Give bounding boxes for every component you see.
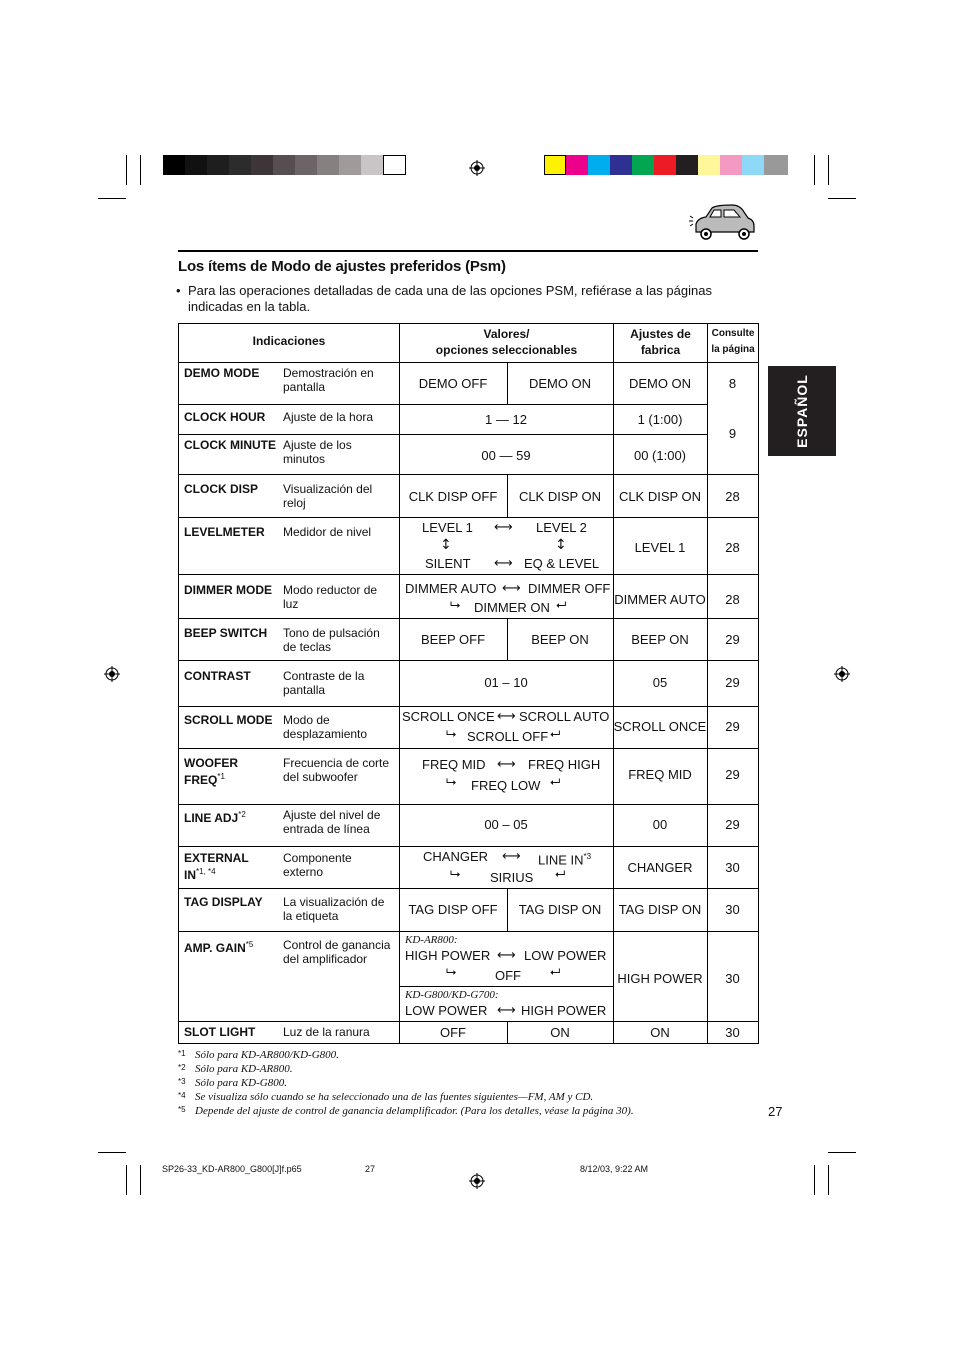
row-name: AMP. GAIN$^{*5}$ bbox=[184, 940, 254, 955]
row-desc: Luz de la ranura bbox=[283, 1025, 370, 1039]
header-valores-1: Valores/ bbox=[483, 327, 530, 341]
crop-mark bbox=[814, 155, 815, 185]
header-consulte-2: la página bbox=[711, 344, 755, 355]
value-option: DIMMER AUTO bbox=[405, 581, 497, 596]
value-option: LOW POWER bbox=[405, 1003, 488, 1018]
row-desc: Medidor de nivel bbox=[283, 525, 372, 539]
row-desc: Modo reductor de luz bbox=[283, 583, 378, 611]
row-desc: Contraste de la pantalla bbox=[283, 669, 365, 697]
row-name: DIMMER MODE bbox=[184, 583, 272, 597]
factory-default: 00 bbox=[652, 817, 668, 832]
header-ajustes-1: Ajustes de bbox=[630, 327, 691, 341]
cycle-arrow-icon: ⮡ bbox=[450, 598, 461, 613]
crop-mark bbox=[828, 155, 829, 185]
crop-mark bbox=[140, 1165, 141, 1195]
page-ref: 29 bbox=[725, 767, 740, 782]
double-arrow-icon: ⟷ bbox=[494, 556, 513, 571]
header-ajustes-2: fabrica bbox=[640, 343, 681, 357]
double-arrow-icon: ⟷ bbox=[494, 520, 513, 535]
row-name: CONTRAST bbox=[184, 669, 251, 683]
double-arrow-icon: ⟷ bbox=[502, 849, 521, 864]
model-label: KD-G800/KD-G700: bbox=[405, 989, 499, 1001]
value-option: BEEP ON bbox=[531, 632, 589, 647]
double-arrow-icon: ⟷ bbox=[497, 757, 516, 772]
cycle-arrow-icon: ⮠ bbox=[550, 965, 561, 980]
value-range: 00 – 05 bbox=[484, 817, 528, 832]
crop-mark bbox=[828, 198, 856, 199]
footer-filename: SP26-33_KD-AR800_G800[J]f.p65 bbox=[162, 1164, 302, 1174]
model-label: KD-AR800: bbox=[405, 934, 458, 946]
row-desc: Demostración en pantalla bbox=[283, 366, 374, 394]
row-desc: Ajuste de los minutos bbox=[283, 438, 352, 466]
factory-default: BEEP ON bbox=[631, 632, 689, 647]
row-name-line2: FREQ$^{*1}$ bbox=[184, 772, 225, 787]
language-tab-label: ESPAÑOL bbox=[794, 374, 811, 448]
value-option: CLK DISP OFF bbox=[408, 489, 498, 504]
cycle-arrow-icon: ⮡ bbox=[446, 775, 457, 790]
row-name: EXTERNAL bbox=[184, 851, 249, 865]
value-option: DIMMER ON bbox=[474, 600, 550, 615]
factory-default: 00 (1:00) bbox=[633, 448, 687, 463]
crop-mark bbox=[140, 155, 141, 185]
page-ref: 30 bbox=[725, 860, 740, 875]
value-option: BEEP OFF bbox=[420, 632, 486, 647]
row-name: CLOCK DISP bbox=[184, 482, 259, 496]
value-option: SILENT bbox=[425, 556, 471, 571]
factory-default: DEMO ON bbox=[628, 376, 692, 391]
header-consulte-1: Consulte bbox=[711, 328, 755, 339]
page-ref: 29 bbox=[725, 632, 740, 647]
row-desc: Frecuencia de corte del subwoofer bbox=[283, 756, 390, 784]
cycle-arrow-icon: ⮠ bbox=[550, 775, 561, 790]
value-option: OFF bbox=[495, 968, 521, 983]
footnote: $^{*3}$ Sólo para KD-G800. bbox=[178, 1077, 287, 1089]
value-option: HIGH POWER bbox=[521, 1003, 607, 1018]
intro-text: Para las operaciones detalladas de cada una de las opciones PSM, refiérase a las páginas indicadas en la tabla. bbox=[188, 283, 712, 314]
crop-mark bbox=[828, 1152, 856, 1153]
factory-default: CHANGER bbox=[627, 860, 693, 875]
value-option: LOW POWER bbox=[524, 948, 607, 963]
factory-default: DIMMER AUTO bbox=[614, 592, 706, 607]
row-name: CLOCK MINUTE bbox=[184, 438, 276, 452]
cycle-arrow-icon: ⮠ bbox=[555, 867, 566, 882]
cycle-arrow-icon: ⮠ bbox=[556, 598, 567, 613]
page-ref: 28 bbox=[725, 489, 740, 504]
value-option: HIGH POWER bbox=[405, 948, 491, 963]
double-arrow-icon: ⟷ bbox=[497, 1003, 516, 1018]
row-name: CLOCK HOUR bbox=[184, 410, 266, 424]
value-option: LINE IN$^{*3}$ bbox=[538, 852, 592, 868]
row-desc: Visualización del reloj bbox=[283, 482, 373, 510]
page-ref: 29 bbox=[725, 719, 740, 734]
value-option: OFF bbox=[440, 1025, 466, 1040]
page-ref: 29 bbox=[725, 675, 740, 690]
row-name: BEEP SWITCH bbox=[184, 626, 268, 640]
cycle-arrow-icon: ⮠ bbox=[550, 727, 561, 742]
factory-default: 05 bbox=[652, 675, 668, 690]
crop-mark bbox=[98, 1152, 126, 1153]
value-option: SCROLL AUTO bbox=[519, 709, 610, 724]
footer-date: 8/12/03, 9:22 AM bbox=[580, 1164, 649, 1174]
factory-default: 1 (1:00) bbox=[637, 412, 683, 427]
value-option: SIRIUS bbox=[490, 870, 534, 885]
cycle-arrow-icon: ⮡ bbox=[446, 965, 457, 980]
double-arrow-icon: ⟷ bbox=[502, 581, 521, 596]
footer-page: 27 bbox=[365, 1164, 376, 1174]
page-number: 27 bbox=[768, 1104, 783, 1119]
value-range: 01 – 10 bbox=[484, 675, 528, 690]
row-desc: Tono de pulsación de teclas bbox=[283, 626, 380, 654]
value-option: FREQ HIGH bbox=[528, 757, 601, 772]
crop-mark bbox=[98, 198, 126, 199]
row-desc: Ajuste del nivel de entrada de línea bbox=[283, 808, 381, 836]
row-name: SLOT LIGHT bbox=[184, 1025, 256, 1039]
row-desc: Componente externo bbox=[283, 851, 352, 879]
registration-mark-icon bbox=[104, 666, 120, 682]
value-option: DEMO OFF bbox=[418, 376, 488, 391]
footnote: $^{*5}$ Depende del ajuste de control de ganancia delamplificador. (Para los detalles, véase la página 30). bbox=[178, 1105, 634, 1117]
value-range: 00 — 59 bbox=[481, 448, 531, 463]
value-option: TAG DISP ON bbox=[518, 902, 602, 917]
value-option: TAG DISP OFF bbox=[408, 902, 498, 917]
page-ref: 8 bbox=[728, 376, 737, 391]
value-option: SCROLL ONCE bbox=[402, 709, 495, 724]
value-option: FREQ MID bbox=[422, 757, 486, 772]
value-option: FREQ LOW bbox=[471, 778, 541, 793]
page-title: Los ítems de Modo de ajustes preferidos (Psm) bbox=[178, 258, 506, 275]
double-arrow-icon: ⟷ bbox=[497, 709, 516, 724]
factory-default: TAG DISP ON bbox=[618, 902, 702, 917]
value-option: DEMO ON bbox=[528, 376, 592, 391]
page-ref: 29 bbox=[725, 817, 740, 832]
page-ref: 30 bbox=[725, 1025, 740, 1040]
crop-mark bbox=[814, 1165, 815, 1195]
factory-default: FREQ MID bbox=[628, 767, 692, 782]
row-desc: Modo de desplazamiento bbox=[283, 713, 368, 741]
factory-default: CLK DISP ON bbox=[618, 489, 702, 504]
cycle-arrow-icon: ⮡ bbox=[450, 867, 461, 882]
factory-default: SCROLL ONCE bbox=[613, 719, 707, 734]
updown-arrow-icon: ↕ bbox=[440, 537, 452, 553]
registration-mark-icon bbox=[834, 666, 850, 682]
factory-default: ON bbox=[650, 1025, 670, 1040]
car-icon bbox=[688, 202, 758, 244]
factory-default: HIGH POWER bbox=[617, 971, 703, 986]
value-option: CHANGER bbox=[423, 849, 489, 864]
value-option: LEVEL 2 bbox=[536, 520, 587, 535]
bullet: • bbox=[176, 283, 181, 298]
row-name: SCROLL MODE bbox=[184, 713, 273, 727]
row-name-line2: $IN^{*1, *4}$ bbox=[184, 867, 216, 882]
row-name: WOOFER bbox=[184, 756, 238, 770]
footnote: $^{*1}$ Sólo para KD-AR800/KD-G800. bbox=[178, 1049, 339, 1061]
footnote: $^{*4}$ Se visualiza sólo cuando se ha seleccionado una de las fuentes siguientes—FM, AM y CD. bbox=[178, 1091, 594, 1103]
row-desc: La visualización de la etiqueta bbox=[283, 895, 385, 923]
row-name: DEMO MODE bbox=[184, 366, 260, 380]
updown-arrow-icon: ↕ bbox=[555, 537, 567, 553]
footnote: $^{*2}$ Sólo para KD-AR800. bbox=[178, 1063, 293, 1075]
row-name: LINE ADJ$^{*2}$ bbox=[184, 810, 246, 825]
header-valores-2: opciones seleccionables bbox=[435, 343, 578, 357]
crop-mark bbox=[126, 155, 127, 185]
page-ref: 30 bbox=[725, 902, 740, 917]
row-desc: Ajuste de la hora bbox=[283, 410, 374, 424]
registration-mark-icon bbox=[469, 160, 485, 176]
value-option: EQ & LEVEL bbox=[524, 556, 600, 571]
value-option: LEVEL 1 bbox=[422, 520, 473, 535]
registration-mark-icon bbox=[469, 1173, 485, 1189]
value-option: CLK DISP ON bbox=[518, 489, 602, 504]
row-name: TAG DISPLAY bbox=[184, 895, 263, 909]
crop-mark bbox=[828, 1165, 829, 1195]
cycle-arrow-icon: ⮡ bbox=[446, 727, 457, 742]
page-ref: 9 bbox=[728, 426, 737, 441]
value-option: DIMMER OFF bbox=[528, 581, 611, 596]
value-option: ON bbox=[550, 1025, 570, 1040]
page-ref: 30 bbox=[725, 971, 740, 986]
page-ref: 28 bbox=[725, 540, 740, 555]
header-indicaciones: Indicaciones bbox=[252, 334, 326, 348]
double-arrow-icon: ⟷ bbox=[497, 948, 516, 963]
value-option: SCROLL OFF bbox=[467, 729, 549, 744]
row-desc: Control de ganancia del amplificador bbox=[283, 938, 391, 966]
language-tab bbox=[768, 366, 836, 456]
row-name: LEVELMETER bbox=[184, 525, 265, 539]
value-range: 1 — 12 bbox=[485, 412, 527, 427]
page-ref: 28 bbox=[725, 592, 740, 607]
factory-default: LEVEL 1 bbox=[634, 540, 686, 555]
crop-mark bbox=[126, 1165, 127, 1195]
header-rule bbox=[178, 250, 758, 252]
